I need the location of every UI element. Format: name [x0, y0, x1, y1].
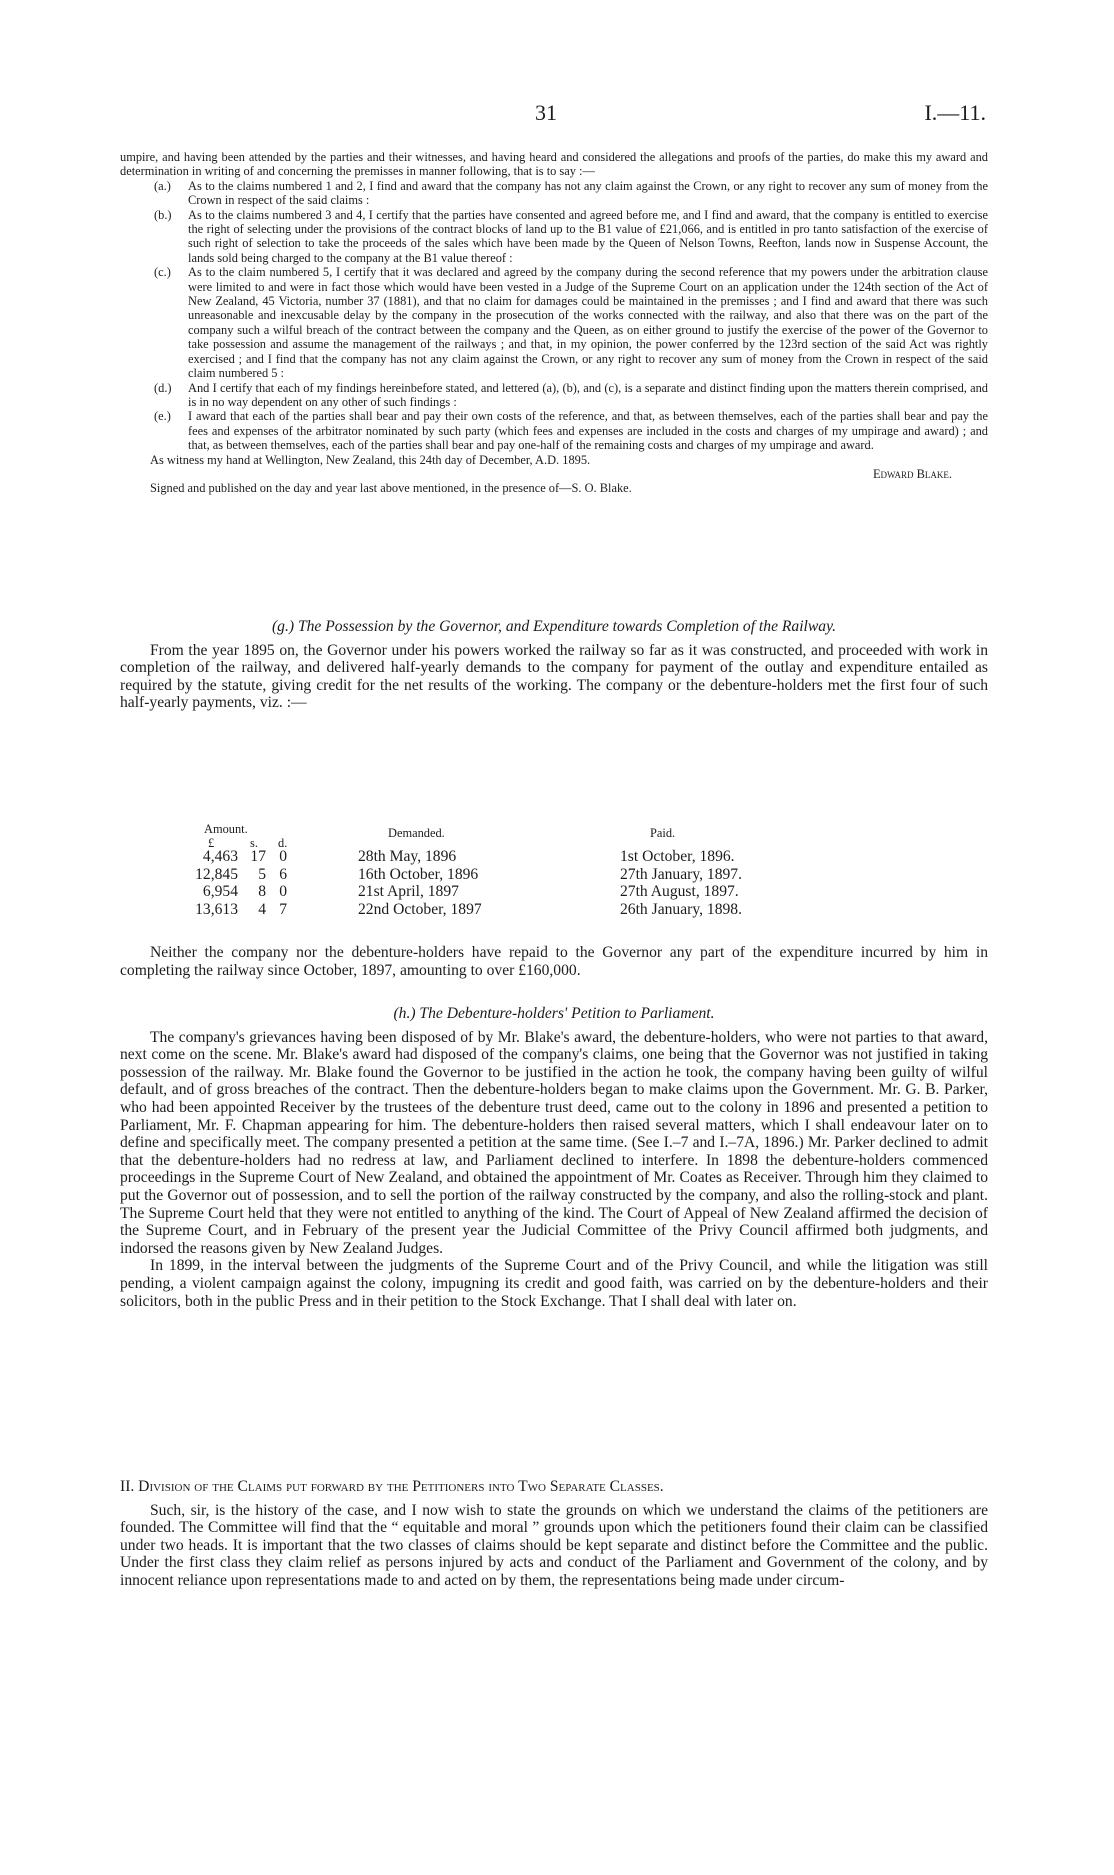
section-h: [120, 1005, 988, 1310]
amount-shillings: 5: [258, 865, 266, 883]
paid-date: 1st October, 1896.: [620, 848, 735, 865]
award-item-e: [120, 409, 988, 452]
section-ii-heading: II. Division of the Claims put forward by the Petitioners into Two Separate Classes.: [120, 1478, 664, 1495]
award-intro: umpire, and having been attended by the parties and their witnesses, and having heard and considered the allegations and proofs of the parties, do make this my award and determination in writing of and concerning the premisses in manner following, that is to say :—: [120, 150, 988, 179]
demanded-date: 21st April, 1897: [358, 883, 459, 900]
item-text: As to the claims numbered 1 and 2, I find and award that the company has not any claim against the Crown, or any right to recover any sum of money from the Crown in respect of the said claims :: [188, 178, 988, 208]
amount-shillings: 8: [258, 883, 266, 900]
item-text: And I certify that each of my findings hereinbefore stated, and lettered (a), (b), and (c), is a separate and distinct finding upon the matters therein comprised, and is in no way dependent on any other of such findings :: [188, 380, 988, 409]
units-row: [120, 835, 988, 848]
award-item-a: [120, 179, 988, 208]
section-h-paragraph-1: The company's grievances having been disposed of by Mr. Blake's award, the debenture-holders, who were not parties to that award, next come on the scene. Mr. Blake's award had disposed of the company's claims, one being that the Governor was not justified in taking possession of the railway. Mr. Blake found the Governor to be justified in the action he took, the company having been guilty of wilful default, and of gross breaches of the contract. Then the debenture-holders began to make claims upon the Government. Mr. G. B. Parker, who had been appointed Receiver by the trustees of the debenture trust deed, came out to the colony in 1896 and presented a petition to Parliament, Mr. F. Chapman appearing for him. The debenture-holders then raised several matters, which I shall endeavour later on to define and specifically meet. The company presented a petition at the same time. (See I.–7 and I.–7A, 1896.) Mr. Parker declined to admit that the debenture-holders had no redress at law, and Parliament declined to interfere. In 1898 the debenture-holders commenced proceedings in the Supreme Court of New Zealand, and obtained the appointment of Mr. Coates as Receiver. Through him they claimed to put the Governor out of possession, and to sell the portion of the railway constructed by the company, and also the rolling-stock and plant. The Supreme Court held that they were not entitled to anything of the kind. The Court of Appeal of New Zealand affirmed the decision of the Supreme Court, and in February of the present year the Judicial Committee of the Privy Council affirmed both judgments, and indorsed the reasons given by New Zealand Judges.: [120, 1028, 988, 1257]
amount-pounds: 6,954: [202, 883, 238, 900]
section-g: [120, 618, 988, 712]
demanded-header: Demanded.: [388, 826, 445, 840]
demanded-date: 28th May, 1896: [358, 848, 457, 865]
table-header-row: [120, 821, 988, 840]
section-g-paragraph: From the year 1895 on, the Governor under his powers worked the railway so far as it was constructed, and proceeded with work in completion of the railway, and delivered half-yearly demands to the company for payment of the outlay and expenditure entailed as required by the statute, giving credit for the net results of the working. The company or the debenture-holders met the first four of such half-yearly payments, viz. :—: [120, 641, 988, 712]
section-h-paragraph-2: In 1899, in the interval between the judgments of the Supreme Court and of the Privy Council, and while the litigation was still pending, a violent campaign against the colony, impugning its credit and good faith, was carried on by the debenture-holders and their solicitors, both in the public Press and in their petition to the Stock Exchange. That I shall deal with later on.: [120, 1257, 988, 1310]
amount-pounds: 12,845: [195, 865, 238, 883]
item-label: (d.): [154, 380, 172, 395]
amount-header: Amount.: [204, 822, 248, 836]
document-reference: I.—11.: [924, 100, 986, 125]
unit-shillings: s.: [250, 836, 258, 850]
amount-pence: 0: [279, 848, 287, 865]
amount-pounds: 13,613: [195, 900, 238, 918]
payments-table: [120, 821, 988, 918]
award-item-c: [120, 265, 988, 380]
section-g-heading: (g.) The Possession by the Governor, and Expenditure towards Completion of the Railway.: [271, 618, 837, 635]
item-label: (e.): [154, 409, 171, 424]
item-text: As to the claims numbered 3 and 4, I certify that the parties have consented and agreed before me, and I find and award, that the company is entitled to exercise the right of selecting under the provisions of the contract blocks of land up to the B1 value of £21,066, and is entitled in pro tanto satisfaction of the exercise of such right of selection to take the proceeds of the sales which have been made by the Queen of Nelson Towns, Reefton, lands now in Suspense Account, the lands sold being charged to the company at the B1 value thereof :: [188, 207, 988, 265]
amount-pounds: 4,463: [202, 848, 238, 865]
award-item-b: [120, 208, 988, 266]
table-row: [120, 901, 988, 919]
after-table: [120, 944, 988, 979]
section-ii-paragraph: Such, sir, is the history of the case, and I now wish to state the grounds on which we understand the claims of the petitioners are founded. The Committee will find that the “ equitable and moral ” grounds upon which the petitioners found their claim can be classified under two heads. It is important that the two classes of claims should be kept separate and distinct before the Committee and the public. Under the first class they claim relief as persons injured by acts and conduct of the Parliament and Government of the colony, and by innocent reliance upon representations made to and acted on by them, the representations being made under circum-: [120, 1501, 988, 1589]
item-label: (a.): [154, 178, 171, 193]
paid-header: Paid.: [650, 826, 676, 840]
paid-date: 26th January, 1898.: [620, 900, 742, 918]
demanded-date: 22nd October, 1897: [358, 900, 482, 918]
paid-date: 27th August, 1897.: [620, 883, 739, 900]
award-signature: Edward Blake.: [872, 466, 952, 481]
amount-pence: 7: [279, 900, 287, 918]
item-label: (b.): [154, 207, 172, 222]
award-item-d: [120, 381, 988, 410]
section-ii: [120, 1478, 988, 1590]
page-header: [0, 100, 1114, 134]
amount-shillings: 4: [258, 900, 266, 918]
amount-pence: 6: [279, 865, 287, 883]
unit-pounds: £: [208, 836, 215, 850]
demanded-date: 16th October, 1896: [358, 865, 479, 883]
unit-pence: d.: [278, 836, 288, 850]
award-text: [120, 150, 988, 496]
page-number: 31: [535, 100, 557, 125]
award-signed: Signed and published on the day and year last above mentioned, in the presence of—S. O. Blake.: [150, 481, 632, 496]
item-label: (c.): [154, 265, 171, 280]
item-text: As to the claim numbered 5, I certify that it was declared and agreed by the company during the second reference that my powers under the arbitration clause were limited to and were in fact those which would have been vested in a Judge of the Supreme Court on an application under the 124th section of the Act of New Zealand, 45 Victoria, number 37 (1881), and that no claim for damages could be maintained in the premisses ; and I find and award that there was such unreasonable and inexcusable delay by the company in the prosecution of the works connected with the railway, and also that there was on the part of the company such a wilful breach of the contract between the company and the Queen, as on either ground to justify the exercise of the power of the Governor to take possession and assume the management of the railways ; and that, in my opinion, the power conferred by the 123rd section of the said Act was rightly exercised ; and I find that the company has not any claim against the Crown, or any right to recover any sum of money from the Crown in respect of the said claim numbered 5 :: [188, 265, 988, 381]
after-table-paragraph: Neither the company nor the debenture-holders have repaid to the Governor any part of the expenditure incurred by him in completing the railway since October, 1897, amounting to over £160,000.: [120, 944, 988, 979]
amount-shillings: 17: [250, 848, 266, 865]
amount-pence: 0: [279, 883, 287, 900]
award-witness: As witness my hand at Wellington, New Zealand, this 24th day of December, A.D. 1895.: [150, 452, 591, 467]
table-row: [120, 848, 988, 866]
table-row: [120, 883, 988, 901]
paid-date: 27th January, 1897.: [620, 865, 742, 883]
section-h-heading: (h.) The Debenture-holders' Petition to Parliament.: [393, 1005, 715, 1022]
table-row: [120, 866, 988, 884]
item-text: I award that each of the parties shall bear and pay their own costs of the reference, and that, as between themselves, each of the parties shall bear and pay the fees and expenses of the arbitrator nominated by such party (which fees and expenses are included in the costs and charges of my umpirage and award) ; and that, as between themselves, each of the parties shall bear and pay one-half of the remaining costs and charges of my umpirage and award.: [188, 409, 988, 453]
